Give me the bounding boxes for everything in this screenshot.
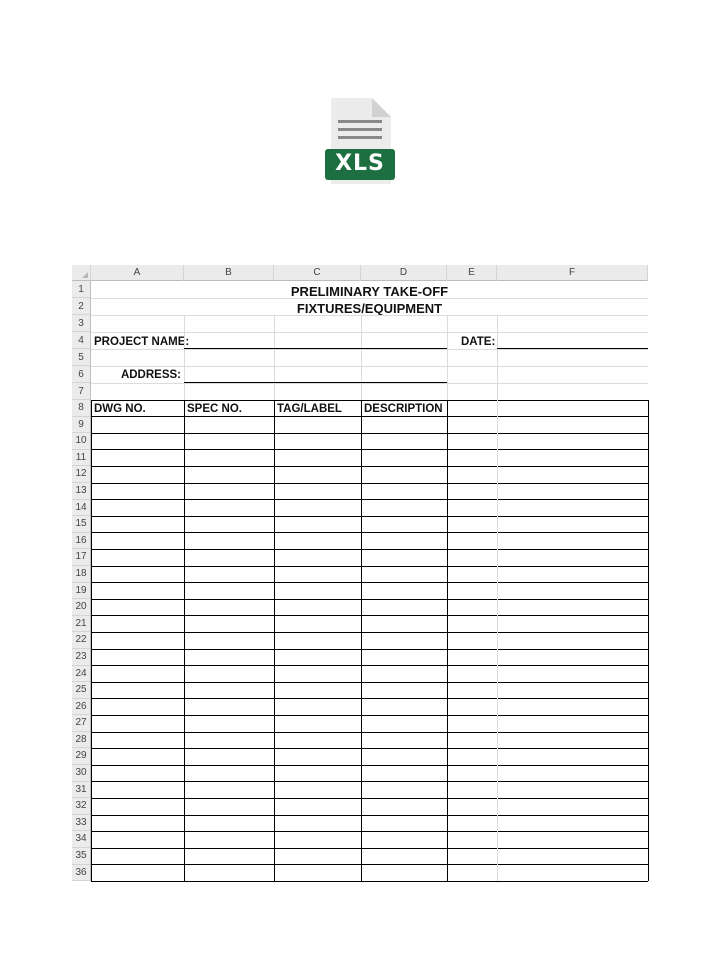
select-all-corner[interactable] — [72, 265, 91, 281]
table-row-border — [91, 649, 648, 650]
row-header-17[interactable]: 17 — [72, 549, 90, 566]
row-header-18[interactable]: 18 — [72, 566, 90, 583]
sheet-title-line-2: FIXTURES/EQUIPMENT — [296, 301, 443, 316]
gridline-col — [447, 315, 448, 400]
description-header: DESCRIPTION — [364, 403, 443, 415]
gridline-row — [91, 315, 648, 316]
row-header-24[interactable]: 24 — [72, 666, 90, 683]
table-row-border — [91, 848, 648, 849]
table-row-border — [91, 815, 648, 816]
gridline-col — [361, 315, 362, 400]
xls-badge-label: XLS — [335, 151, 385, 176]
column-header-e[interactable]: E — [447, 265, 497, 281]
row-header-15[interactable]: 15 — [72, 516, 90, 533]
gridline-col — [184, 315, 185, 400]
row-header-30[interactable]: 30 — [72, 765, 90, 782]
tag-label-header: TAG/LABEL — [277, 403, 342, 415]
column-header-c[interactable]: C — [274, 265, 361, 281]
xls-file-icon — [325, 98, 395, 186]
row-header-8[interactable]: 8 — [72, 400, 90, 417]
row-header-13[interactable]: 13 — [72, 483, 90, 500]
column-header-f[interactable]: F — [497, 265, 648, 281]
table-row-border — [91, 615, 648, 616]
gridline-row — [91, 332, 648, 333]
row-header-29[interactable]: 29 — [72, 748, 90, 765]
gridline-col — [497, 315, 498, 400]
table-row-border — [91, 682, 648, 683]
table-row-border — [91, 499, 648, 500]
row-headers — [72, 281, 91, 881]
gridline-col — [274, 315, 275, 400]
table-row-border — [91, 632, 648, 633]
table-row-border — [91, 400, 648, 401]
gridline-row — [91, 383, 648, 384]
table-row-border — [91, 433, 648, 434]
row-header-34[interactable]: 34 — [72, 831, 90, 848]
row-header-20[interactable]: 20 — [72, 599, 90, 616]
table-col-border — [274, 400, 275, 881]
project-name-label: PROJECT NAME: — [94, 336, 190, 348]
column-header-a[interactable]: A — [91, 265, 184, 281]
table-row-border — [91, 416, 648, 417]
row-header-26[interactable]: 26 — [72, 699, 90, 716]
row-header-10[interactable]: 10 — [72, 433, 90, 450]
cell-grid[interactable] — [91, 281, 648, 884]
table-row-border — [91, 532, 648, 533]
table-col-border — [184, 400, 185, 881]
table-row-border — [91, 665, 648, 666]
address-label: ADDRESS: — [120, 369, 181, 381]
row-header-36[interactable]: 36 — [72, 865, 90, 882]
row-header-23[interactable]: 23 — [72, 649, 90, 666]
table-row-border — [91, 881, 648, 882]
row-header-25[interactable]: 25 — [72, 682, 90, 699]
table-row-border — [91, 748, 648, 749]
table-row-border — [91, 765, 648, 766]
row-header-5[interactable]: 5 — [72, 349, 90, 366]
table-row-border — [91, 798, 648, 799]
gridline-row — [91, 349, 648, 350]
date-underline — [497, 348, 648, 349]
row-header-22[interactable]: 22 — [72, 632, 90, 649]
table-row-border — [91, 715, 648, 716]
project-name-underline — [184, 348, 447, 349]
row-header-9[interactable]: 9 — [72, 417, 90, 434]
row-header-7[interactable]: 7 — [72, 383, 90, 400]
row-header-2[interactable]: 2 — [72, 298, 90, 315]
dwg-no-header: DWG NO. — [94, 403, 146, 415]
table-col-border — [447, 400, 448, 881]
table-row-border — [91, 483, 648, 484]
gridline-row — [91, 298, 648, 299]
table-row-border — [91, 582, 648, 583]
spec-no-header: SPEC NO. — [187, 403, 242, 415]
column-header-b[interactable]: B — [184, 265, 274, 281]
row-header-28[interactable]: 28 — [72, 732, 90, 749]
address-underline — [184, 382, 447, 383]
table-row-border — [91, 732, 648, 733]
table-row-border — [91, 449, 648, 450]
row-header-19[interactable]: 19 — [72, 583, 90, 600]
date-label: DATE: — [461, 336, 496, 348]
table-row-border — [91, 466, 648, 467]
table-row-border — [91, 599, 648, 600]
sheet-title-line-1: PRELIMINARY TAKE-OFF — [290, 284, 449, 299]
table-row-border — [91, 831, 648, 832]
gridline-col — [497, 400, 498, 881]
row-header-12[interactable]: 12 — [72, 466, 90, 483]
column-header-d[interactable]: D — [361, 265, 447, 281]
table-col-border — [648, 400, 649, 881]
row-header-14[interactable]: 14 — [72, 500, 90, 517]
row-header-35[interactable]: 35 — [72, 848, 90, 865]
row-header-31[interactable]: 31 — [72, 782, 90, 799]
gridline-row — [91, 366, 648, 367]
row-header-27[interactable]: 27 — [72, 715, 90, 732]
table-col-border — [91, 400, 92, 881]
row-header-21[interactable]: 21 — [72, 616, 90, 633]
row-header-4[interactable]: 4 — [72, 332, 90, 349]
table-row-border — [91, 549, 648, 550]
column-headers — [91, 265, 648, 281]
row-header-6[interactable]: 6 — [72, 366, 90, 383]
row-header-1[interactable]: 1 — [72, 281, 90, 298]
table-row-border — [91, 516, 648, 517]
row-header-11[interactable]: 11 — [72, 450, 90, 467]
table-row-border — [91, 698, 648, 699]
row-header-32[interactable]: 32 — [72, 798, 90, 815]
row-header-33[interactable]: 33 — [72, 815, 90, 832]
row-header-3[interactable]: 3 — [72, 315, 90, 332]
table-row-border — [91, 781, 648, 782]
row-header-16[interactable]: 16 — [72, 533, 90, 550]
table-col-border — [361, 400, 362, 881]
table-row-border — [91, 864, 648, 865]
table-row-border — [91, 566, 648, 567]
spreadsheet — [72, 265, 648, 884]
